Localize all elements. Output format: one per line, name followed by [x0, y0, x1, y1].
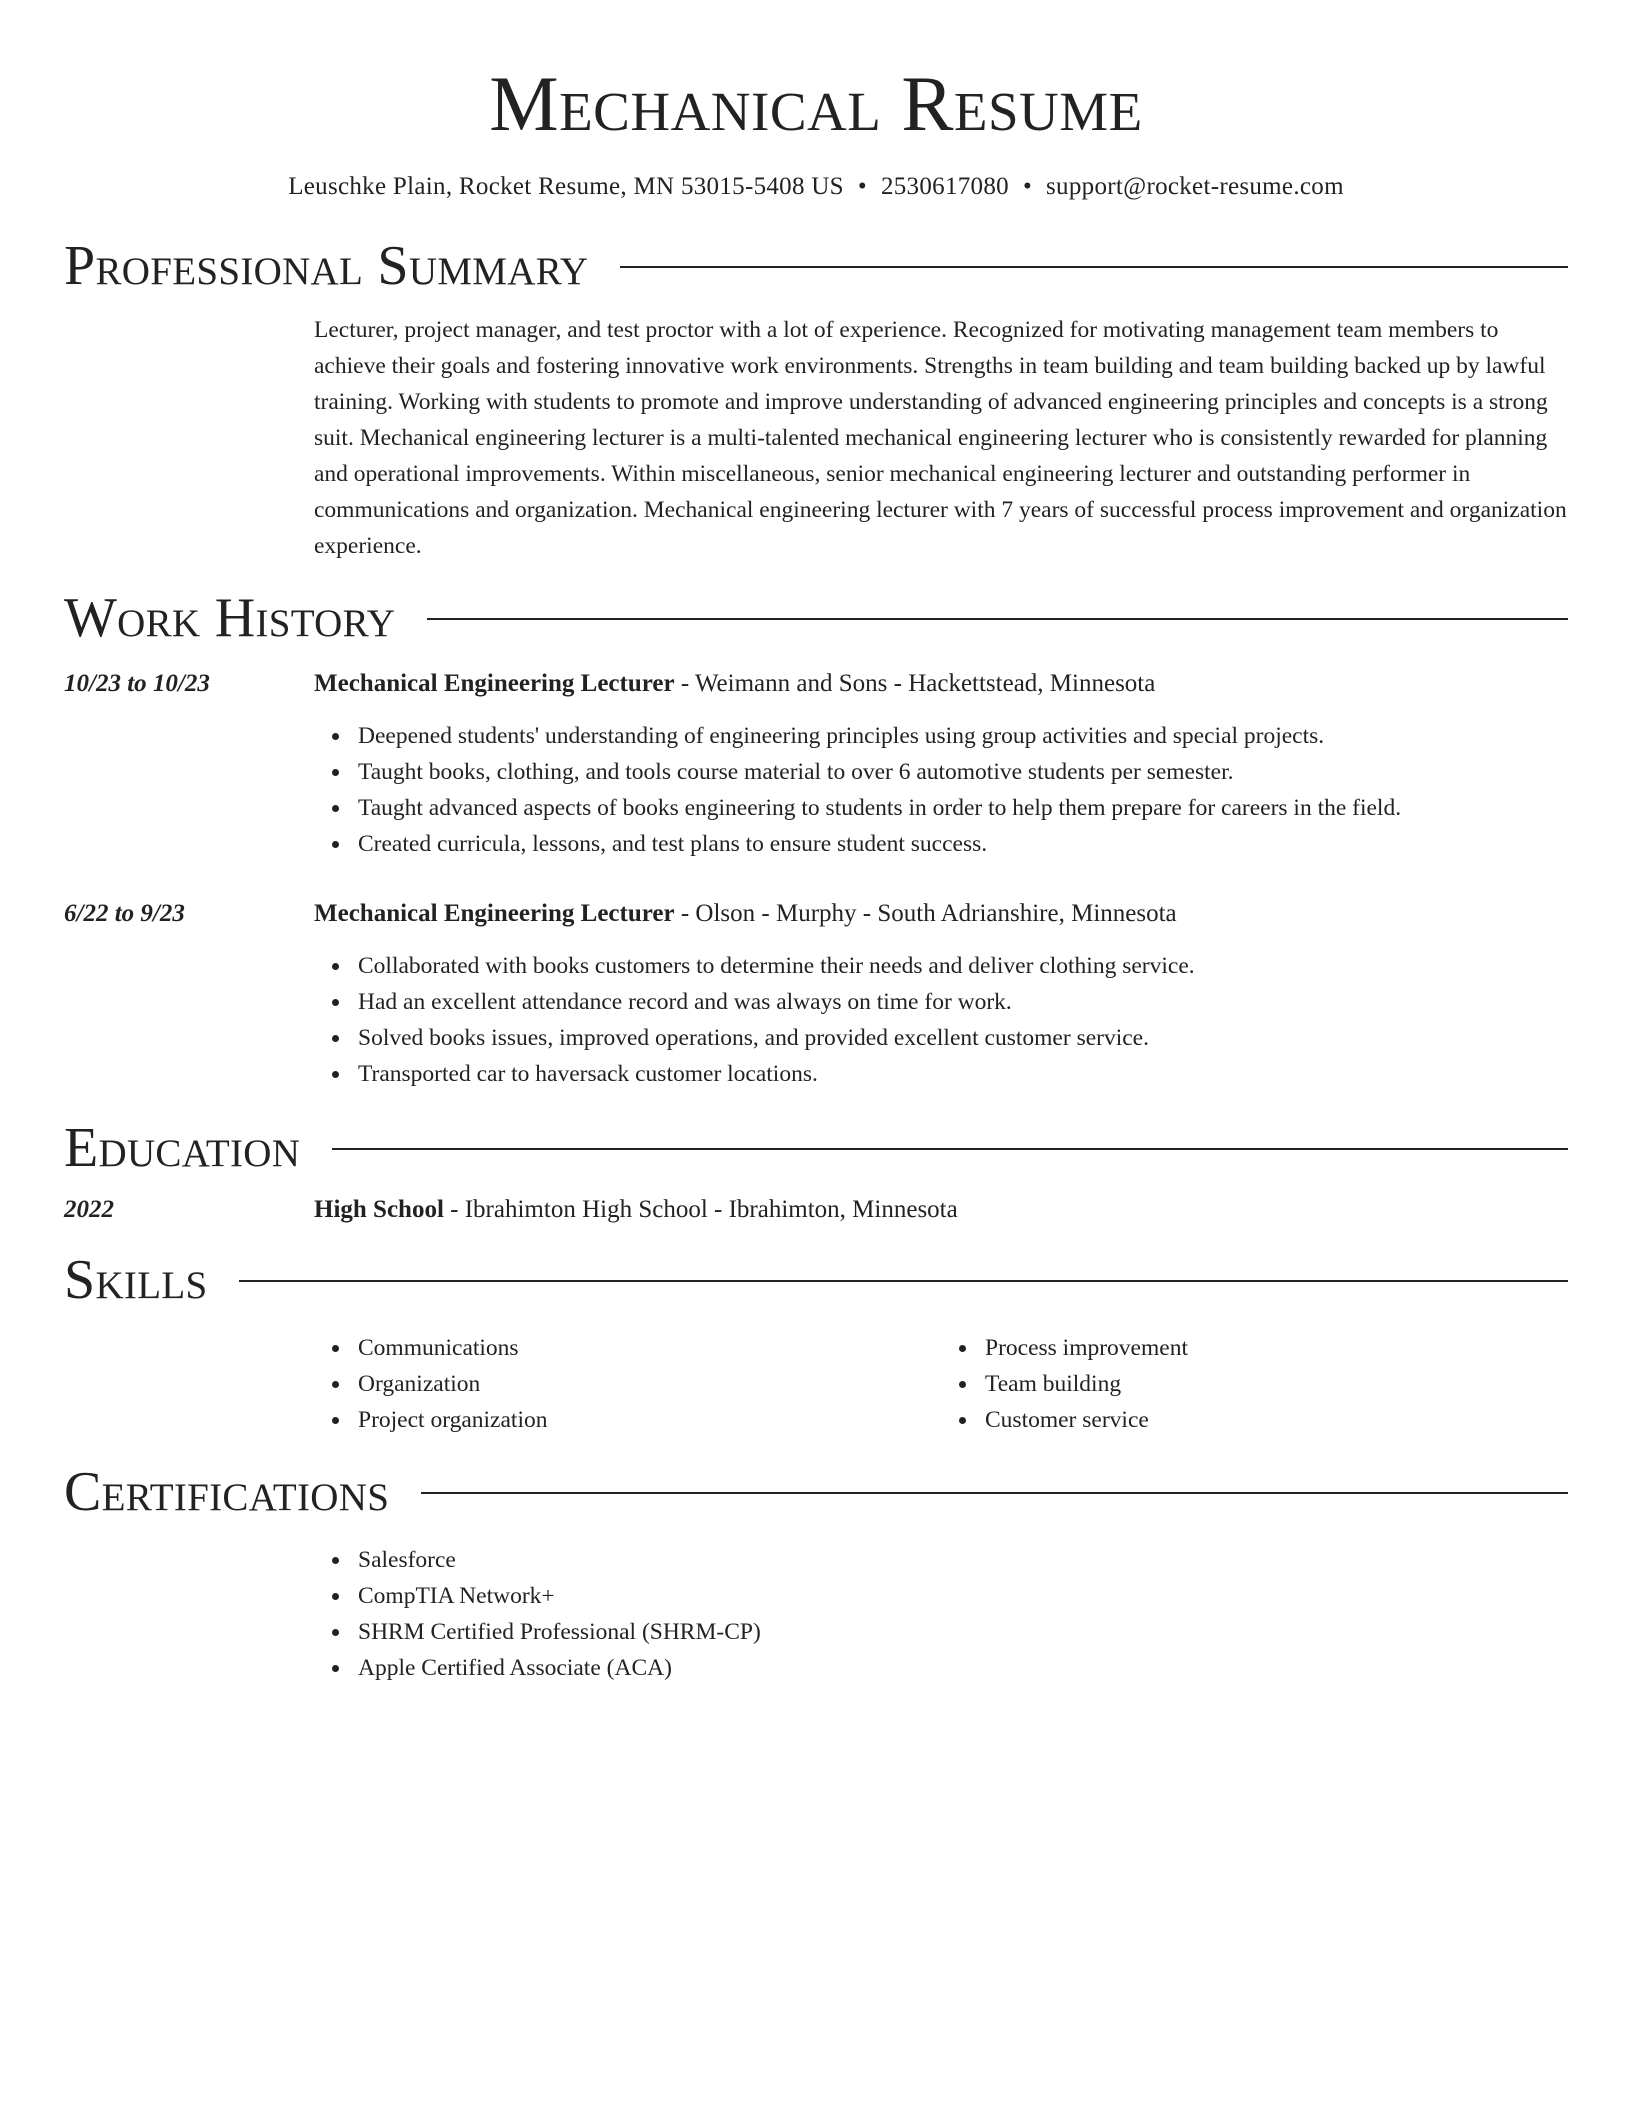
education-details: - Ibrahimton High School - Ibrahimton, Minnesota	[443, 1196, 958, 1223]
section-divider	[427, 618, 1568, 620]
contact-address: Leuschke Plain, Rocket Resume, MN 53015-5408 US	[288, 173, 844, 200]
list-item: Solved books issues, improved operations, and provided excellent customer service.	[358, 1020, 1568, 1056]
education-heading: Education	[64, 1117, 301, 1179]
summary-text: Lecturer, project manager, and test proctor with a lot of experience. Recognized for motivating management team members to achieve their goals and fostering innovative work environments. Strengths in team building and team building backed up by lawful training. Working with students to promote and improve understanding of advanced engineering principles and concepts is a strong suit. Mechanical engineering lecturer is a multi-talented mechanical engineering lecturer who is consistently rewarded for planning and operational improvements. Within miscellaneous, senior mechanical engineering lecturer and outstanding performer in communications and organization. Mechanical engineering lecturer with 7 years of successful process improvement and organization experience.	[314, 317, 1567, 559]
contact-phone: 2530617080	[880, 173, 1009, 200]
skills-section-heading	[64, 1248, 1568, 1312]
list-item: Communications	[358, 1330, 941, 1366]
list-item: SHRM Certified Professional (SHRM-CP)	[358, 1614, 1568, 1650]
education-content	[314, 1192, 1568, 1228]
contact-email: support@rocket-resume.com	[1046, 173, 1344, 200]
job-entry	[64, 666, 1568, 862]
job-dates: 10/23 to 10/23	[64, 670, 210, 697]
certifications-spacer	[64, 1542, 314, 1686]
contact-line	[64, 172, 1568, 202]
work-section-heading	[64, 586, 1568, 650]
job-header	[314, 896, 1568, 932]
summary-spacer	[64, 312, 314, 564]
job-entry	[64, 896, 1568, 1092]
list-item: Deepened students' understanding of engineering principles using group activities and special projects.	[358, 718, 1568, 754]
education-degree: High School	[314, 1196, 444, 1223]
education-entry	[64, 1192, 1568, 1228]
contact-separator: •	[1022, 173, 1033, 200]
job-title: Mechanical Engineering Lecturer	[314, 670, 675, 697]
skills-grid	[314, 1330, 1568, 1438]
list-item: Taught advanced aspects of books engineering to students in order to help them prepare for careers in the field.	[358, 790, 1568, 826]
list-item: CompTIA Network+	[358, 1578, 1568, 1614]
list-item: Organization	[358, 1366, 941, 1402]
job-content	[314, 896, 1568, 1092]
skills-spacer	[64, 1330, 314, 1438]
job-details: - Olson - Murphy - South Adrianshire, Minnesota	[674, 900, 1177, 927]
summary-row	[64, 312, 1568, 564]
resume-name: Mechanical Resume	[489, 60, 1143, 147]
job-dates: 6/22 to 9/23	[64, 900, 185, 927]
section-divider	[620, 266, 1568, 268]
work-heading: Work History	[64, 587, 396, 649]
skills-heading: Skills	[64, 1249, 208, 1311]
education-section-heading	[64, 1116, 1568, 1180]
list-item: Salesforce	[358, 1542, 1568, 1578]
list-item: Collaborated with books customers to determine their needs and deliver clothing service.	[358, 948, 1568, 984]
skills-list-left	[314, 1330, 941, 1438]
list-item: Customer service	[985, 1402, 1568, 1438]
job-bullets	[314, 718, 1568, 862]
list-item: Taught books, clothing, and tools course material to over 6 automotive students per semester.	[358, 754, 1568, 790]
certifications-content	[314, 1542, 1568, 1686]
summary-section-heading	[64, 234, 1568, 298]
education-year: 2022	[64, 1196, 114, 1223]
list-item: Had an excellent attendance record and was always on time for work.	[358, 984, 1568, 1020]
job-header	[314, 666, 1568, 702]
section-divider	[332, 1148, 1568, 1150]
section-divider	[421, 1492, 1568, 1494]
list-item: Created curricula, lessons, and test plans to ensure student success.	[358, 826, 1568, 862]
education-header	[314, 1192, 1568, 1228]
list-item: Apple Certified Associate (ACA)	[358, 1650, 1568, 1686]
contact-separator: •	[857, 173, 867, 200]
certifications-row	[64, 1542, 1568, 1686]
job-title: Mechanical Engineering Lecturer	[314, 900, 675, 927]
list-item: Process improvement	[985, 1330, 1568, 1366]
resume-page	[64, 0, 1568, 1686]
job-bullets	[314, 948, 1568, 1092]
certifications-list	[314, 1542, 1568, 1686]
skills-list-right	[941, 1330, 1568, 1438]
skills-row	[64, 1330, 1568, 1438]
job-content	[314, 666, 1568, 862]
section-divider	[239, 1280, 1568, 1282]
list-item: Team building	[985, 1366, 1568, 1402]
list-item: Transported car to haversack customer locations.	[358, 1056, 1568, 1092]
certifications-heading: Certifications	[64, 1461, 390, 1523]
job-details: - Weimann and Sons - Hackettstead, Minnesota	[674, 670, 1156, 697]
list-item: Project organization	[358, 1402, 941, 1438]
certifications-section-heading	[64, 1460, 1568, 1524]
summary-heading: Professional Summary	[64, 235, 589, 297]
